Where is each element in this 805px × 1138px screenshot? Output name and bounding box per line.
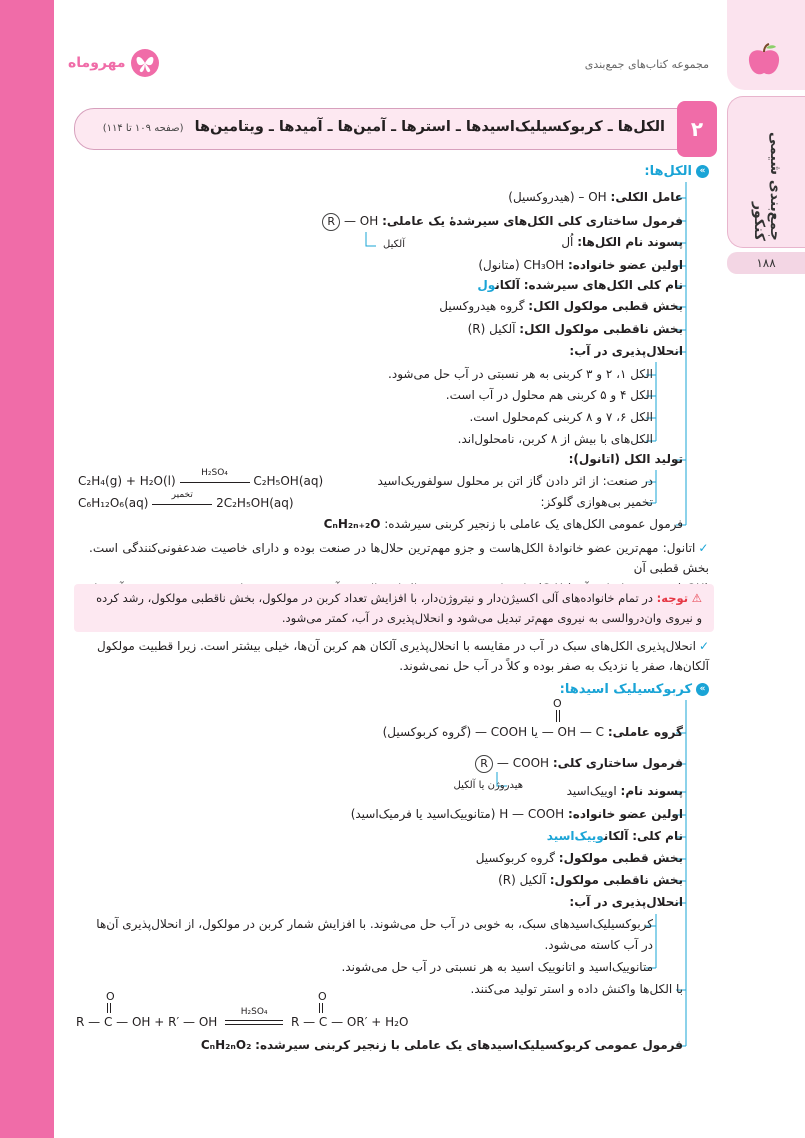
bullet-icon: » <box>696 165 709 178</box>
ester-o-left: O <box>106 990 115 1003</box>
acid-solubility-3: متانوییک‌اسید و اتانوییک اسید به هر نسبتی در آب حل می‌شوند. <box>341 960 653 974</box>
ester-note: با الکل‌ها واکنش داده و استر تولید می‌کنند. <box>470 982 683 996</box>
ester-o-right: O <box>318 990 327 1003</box>
alcohol-production-label: تولید الکل (اتانول): <box>568 452 683 466</box>
label: نام کلی الکل‌های سیرشده: <box>523 278 683 292</box>
value <box>477 278 520 292</box>
reaction-2 <box>78 490 294 510</box>
acid-nonpolar <box>498 873 683 887</box>
cooh: COOH <box>512 756 550 770</box>
acid-general-formula-2 <box>201 1038 683 1052</box>
label: نام کلی: <box>632 829 683 843</box>
alcohol-functional-group <box>508 190 683 204</box>
light-alcohol-note <box>89 636 709 676</box>
acid-solubility-1: کربوکسیلیک‌اسیدهای سبک، به خوبی در آب حل می‌شوند. با افزایش شمار کربن در مولکول، از انحلال‌پذیری آن‌ها <box>96 917 653 931</box>
text: در تمام خانواده‌های آلی اکسیژن‌دار و نیتروژن‌دار، با افزایش تعداد کربن در مولکول، بخش ناقطبی مولکول، رشد کرده <box>96 591 653 605</box>
apple-icon <box>745 42 783 78</box>
label: فرمول ساختاری کلی: <box>552 756 683 770</box>
alcohol-nonpolar <box>468 322 683 336</box>
chapter-title-text: الکل‌ها ـ کربوکسیلیک‌اسیدها ـ استرها ـ آمین‌ها ـ آمیدها ـ ویتامین‌ها <box>194 119 665 135</box>
warning-line-2: و نیروی وان‌دروالسی به نیروی مهم‌تر تبدیل می‌شود و انحلال‌پذیری در آب، کمتر می‌شود. <box>281 611 702 625</box>
solubility-item: الکل ۶، ۷ و ۸ کربنی کم‌محلول است. <box>469 410 653 424</box>
label: پسوند نام الکل‌ها: <box>577 235 683 249</box>
ethanol-line-1 <box>89 538 709 578</box>
light-line-2: آلکان‌ها، صفر یا نزدیک به صفر بوده و کلاً در آب حل نمی‌شوند. <box>399 659 709 673</box>
double-bond <box>556 710 560 722</box>
ester-right: R — C — OR′ + H₂O <box>290 1015 409 1029</box>
alcohol-first-member <box>478 258 683 272</box>
value: OH – (هیدروکسیل) <box>508 190 607 204</box>
value <box>547 829 629 843</box>
reaction-arrow <box>152 490 212 505</box>
label: اولین عضو خانواده: <box>567 258 683 272</box>
label: اولین عضو خانواده: <box>567 807 683 821</box>
solubility-item: الکل ۱، ۲ و ۳ کربنی به هر نسبتی در آب حل می‌شود. <box>388 367 653 381</box>
logo-text: مهروماه <box>68 55 126 71</box>
double-bond <box>319 1003 323 1013</box>
warning-line-1 <box>84 588 702 608</box>
warning-text <box>84 588 702 628</box>
alcohol-general-name <box>477 278 683 292</box>
value: CH₃OH (متانول) <box>478 258 565 272</box>
check-icon: ✓ <box>698 541 709 555</box>
warning-icon: ⚠ <box>691 591 702 605</box>
suffix: وییک‌اسید <box>546 829 604 843</box>
alcohol-general-formula <box>322 213 683 231</box>
reaction-1-left: C₂H₄(g) + H₂O(l) <box>78 474 176 488</box>
production-industry: در صنعت: از اثر دادن گاز اتن بر محلول سولفوریک‌اسید <box>377 474 653 488</box>
solubility-item: الکل ۴ و ۵ کربنی هم محلول در آب است. <box>445 388 653 402</box>
bullet-icon: » <box>696 683 709 696</box>
acid-functional-group <box>383 725 683 739</box>
value: OH — C — یا COOH — (گروه کربوکسیل) <box>382 725 605 739</box>
catalyst: H₂SO₄ <box>201 468 228 478</box>
value: گروه کربوکسیل <box>475 851 555 865</box>
suffix: ول <box>477 278 496 292</box>
text: اتانول: مهم‌ترین عضو خانوادهٔ الکل‌هاست و جزو مهم‌ترین حلال‌ها در صنعت بوده و دارای خاصیت ضدعفونی‌کنندگی است. بخش قطبی آن <box>89 541 709 575</box>
ester-reaction <box>76 1007 409 1029</box>
value: H — COOH (متانوییک‌اسید یا فرمیک‌اسید) <box>350 807 565 821</box>
value: آلکیل (R) <box>498 873 546 887</box>
apple-tab <box>727 0 805 90</box>
production-ferment: تخمیر بی‌هوازی گلوکز: <box>540 495 653 509</box>
ester-left: R — C — OH + R′ — OH <box>76 1015 218 1029</box>
reaction-arrow <box>180 468 250 483</box>
r-circle: R <box>322 213 340 231</box>
value: CₙH₂ₙ₊₂O <box>323 517 381 531</box>
prefix: آلکان <box>495 278 520 292</box>
acid-general-formula <box>475 755 683 773</box>
value: اُل <box>561 235 574 249</box>
acids-heading <box>560 682 709 697</box>
alcohols-heading <box>644 164 709 179</box>
chapter-banner <box>74 108 714 150</box>
chapter-pages: (صفحه ۱۰۹ تا ۱۱۴) <box>102 123 184 134</box>
light-line-1 <box>89 636 709 656</box>
acid-polar <box>476 851 683 865</box>
acids-heading-text: کربوکسیلیک اسیدها: <box>559 682 692 697</box>
oh: OH <box>359 214 379 228</box>
butterfly-icon <box>130 48 160 78</box>
acid-first-member <box>351 807 683 821</box>
r-note: هیدروژن یا آلکیل <box>453 780 523 791</box>
label: بخش قطبی مولکول: <box>558 851 683 865</box>
acid-solubility-2: در آب کاسته می‌شود. <box>544 938 653 952</box>
value: CₙH₂ₙO₂ <box>200 1038 252 1052</box>
equilibrium-arrow <box>225 1007 283 1025</box>
label: فرمول ساختاری کلی الکل‌های سیرشدهٔ یک عاملی: <box>382 214 683 228</box>
acid-general-name <box>547 829 683 843</box>
prefix: آلکان <box>603 829 629 843</box>
alcohol-solubility-label: انحلال‌پذیری در آب: <box>569 344 683 358</box>
text: انحلال‌پذیری الکل‌های سبک در آب در مقایسه با انحلال‌پذیری آلکان هم کربن آن‌ها، خیلی بیشتر است. زیرا قطبیت مولکول <box>97 639 696 653</box>
reaction-1-right: C₂H₅OH(aq) <box>253 474 324 488</box>
value: آلکیل (R) <box>467 322 516 336</box>
alkyl-note: آلکیل <box>383 239 405 250</box>
publisher-logo <box>68 48 160 78</box>
label: بخش قطبی مولکول الکل: <box>528 299 683 313</box>
book-title: جمع‌بندی شیمی کنکور <box>751 132 783 241</box>
solubility-item: الکل‌های با بیش از ۸ کربن، نامحلول‌اند. <box>457 432 653 446</box>
catalyst: H₂SO₄ <box>240 1007 268 1017</box>
label: پسوند نام: <box>620 784 683 798</box>
alcohol-general-formula-2 <box>324 517 683 531</box>
side-panel <box>727 0 805 1138</box>
label: گروه عاملی: <box>607 725 683 739</box>
chapter-number: ۲ <box>677 101 717 157</box>
warning-box <box>74 584 714 632</box>
page-number: ۱۸۸ <box>727 252 805 274</box>
alcohol-suffix <box>561 235 683 249</box>
label: عامل الکلی: <box>610 190 683 204</box>
formula: R — OH <box>322 213 378 231</box>
reaction-2-right: 2C₂H₅OH(aq) <box>216 496 294 510</box>
acid-solubility-label: انحلال‌پذیری در آب: <box>569 895 683 909</box>
check-icon: ✓ <box>698 639 709 653</box>
value: گروه هیدروکسیل <box>439 299 525 313</box>
chapter-title <box>103 119 665 135</box>
left-color-strip <box>0 0 54 1138</box>
series-title: مجموعه کتاب‌های جمع‌بندی <box>584 58 709 71</box>
alcohols-heading-text: الکل‌ها: <box>644 164 692 179</box>
label: بخش ناقطبی مولکول الکل: <box>519 322 683 336</box>
reaction-1 <box>78 468 324 488</box>
carbonyl-o: O <box>553 697 562 710</box>
alcohol-polar <box>439 299 683 313</box>
label: فرمول عمومی الکل‌های یک عاملی با زنجیر کربنی سیرشده: <box>384 517 683 531</box>
r-circle: R <box>475 755 493 773</box>
label: بخش ناقطبی مولکول: <box>549 873 683 887</box>
double-bond <box>107 1003 111 1013</box>
reaction-2-left: C₆H₁₂O₆(aq) <box>78 496 149 510</box>
catalyst: تخمیر <box>171 490 193 500</box>
label: فرمول عمومی کربوکسیلیک‌اسیدهای یک عاملی با زنجیر کربنی سیرشده: <box>255 1038 683 1052</box>
warning-label: توجه: <box>656 591 689 605</box>
value: اوییک‌اسید <box>566 784 617 798</box>
acid-suffix <box>567 784 683 798</box>
book-title-tab <box>727 96 805 248</box>
formula: R — COOH <box>475 755 549 773</box>
